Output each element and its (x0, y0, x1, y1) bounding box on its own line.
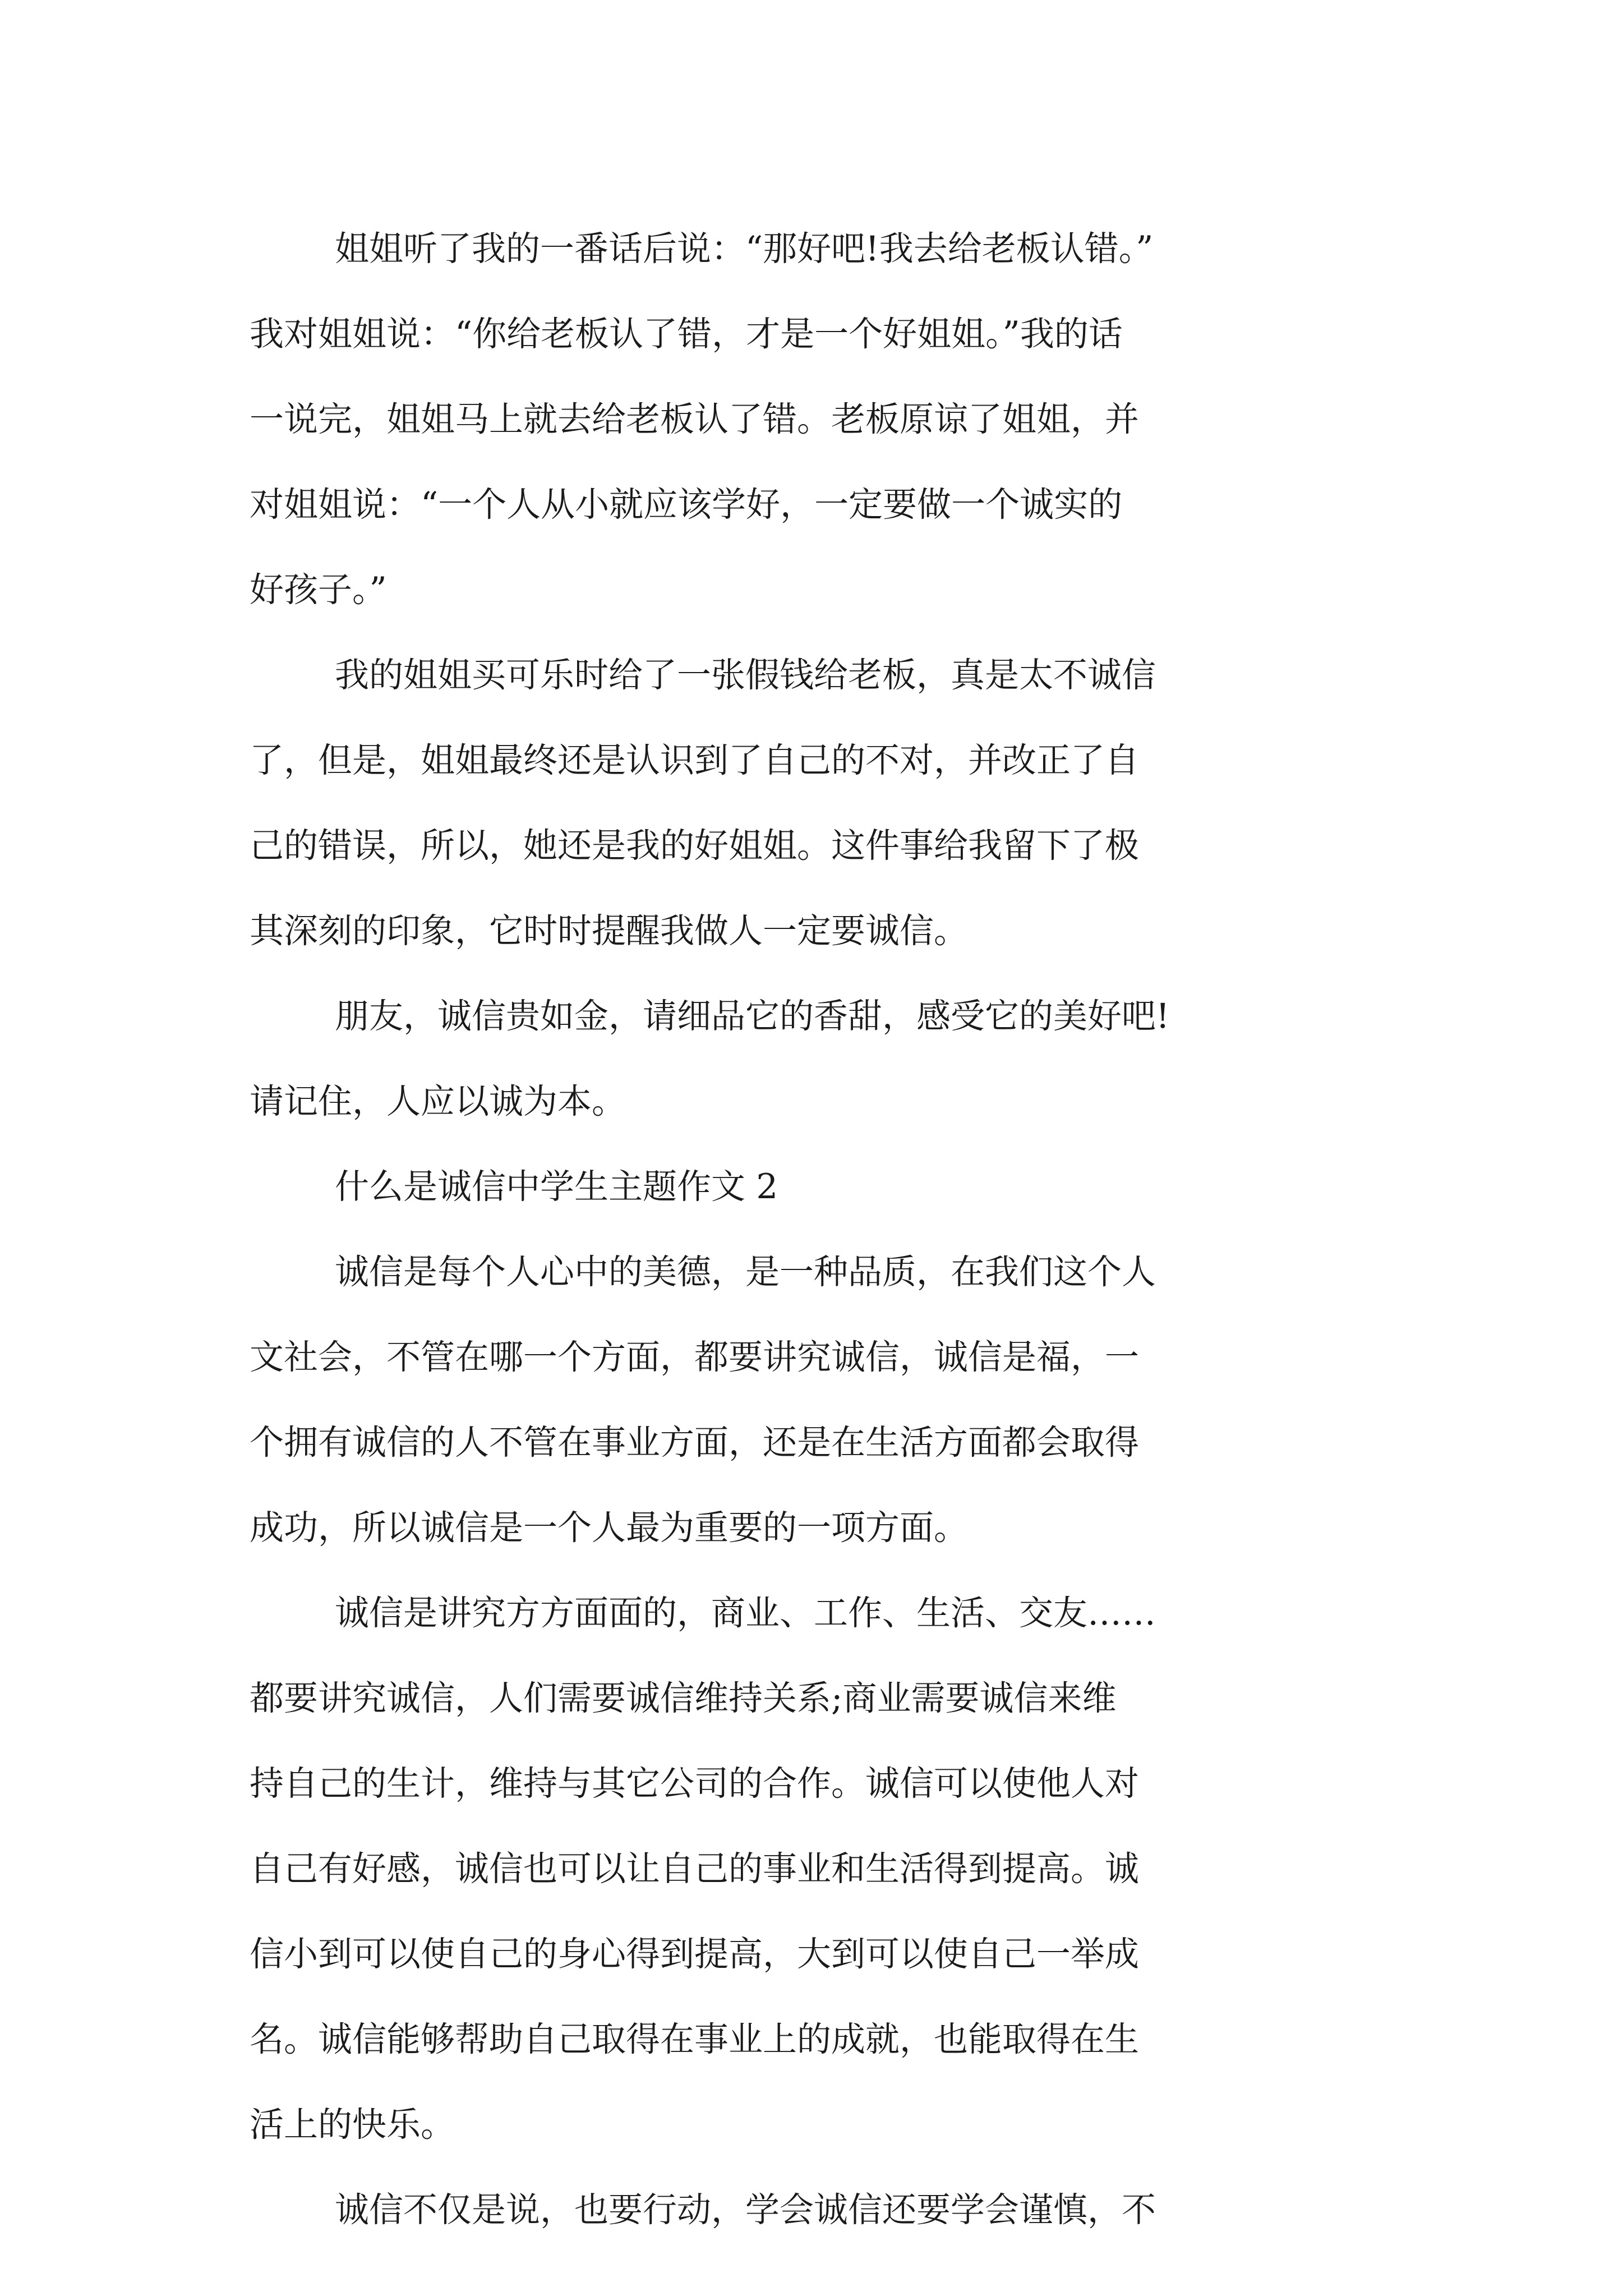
text-line: 己的错误，所以，她还是我的好姐姐。这件事给我留下了极 (250, 826, 1140, 866)
text-line: 活上的快乐。 (250, 2105, 455, 2145)
essay-title: 什么是诚信中学生主题作文 2 (335, 1167, 778, 1207)
paragraph-1 (250, 206, 1394, 633)
text-line: 请记住，人应以诚为本。 (250, 1082, 626, 1121)
text-line: 成功，所以诚信是一个人最为重要的一项方面。 (250, 1508, 969, 1548)
text-line: 一说完，姐姐马上就去给老板认了错。老板原谅了姐姐，并 (250, 399, 1140, 439)
text-line: 朋友，诚信贵如金，请细品它的香甜，感受它的美好吧! (335, 996, 1170, 1036)
document-body (250, 206, 1394, 2253)
text-line: 名。诚信能够帮助自己取得在事业上的成就，也能取得在生 (250, 2019, 1140, 2059)
text-line: 其深刻的印象，它时时提醒我做人一定要诚信。 (250, 911, 969, 951)
text-line: 了，但是，姐姐最终还是认识到了自己的不对，并改正了自 (250, 740, 1140, 780)
paragraph-5 (250, 1571, 1394, 2168)
text-line: 诚信是每个人心中的美德，是一种品质，在我们这个人 (335, 1252, 1156, 1292)
text-line: 个拥有诚信的人不管在事业方面，还是在生活方面都会取得 (250, 1423, 1140, 1462)
text-line: 信小到可以使自己的身心得到提高，大到可以使自己一举成 (250, 1934, 1140, 1974)
paragraph-4 (250, 1230, 1394, 1571)
text-line: 我的姐姐买可乐时给了一张假钱给老板，真是太不诚信 (335, 655, 1156, 695)
text-line: 诚信是讲究方方面面的，商业、工作、生活、交友…… (335, 1593, 1156, 1633)
text-line: 持自己的生计，维持与其它公司的合作。诚信可以使他人对 (250, 1764, 1140, 1803)
paragraph-3 (250, 974, 1394, 1144)
paragraph-2 (250, 633, 1394, 974)
text-line: 文社会，不管在哪一个方面，都要讲究诚信，诚信是福，一 (250, 1337, 1140, 1377)
text-line: 对姐姐说：“一个人从小就应该学好，一定要做一个诚实的 (250, 485, 1123, 524)
text-line: 自己有好感，诚信也可以让自己的事业和生活得到提高。诚 (250, 1849, 1140, 1889)
text-line: 我对姐姐说：“你给老板认了错，才是一个好姐姐。”我的话 (250, 314, 1123, 354)
text-line: 诚信不仅是说，也要行动，学会诚信还要学会谨慎，不 (335, 2190, 1156, 2230)
text-line: 姐姐听了我的一番话后说：“那好吧!我去给老板认错。” (335, 229, 1154, 269)
text-line: 好孩子。” (250, 570, 387, 610)
section-heading (250, 1144, 1394, 1230)
text-line: 都要讲究诚信，人们需要诚信维持关系;商业需要诚信来维 (250, 1678, 1117, 1718)
paragraph-6 (250, 2168, 1394, 2253)
